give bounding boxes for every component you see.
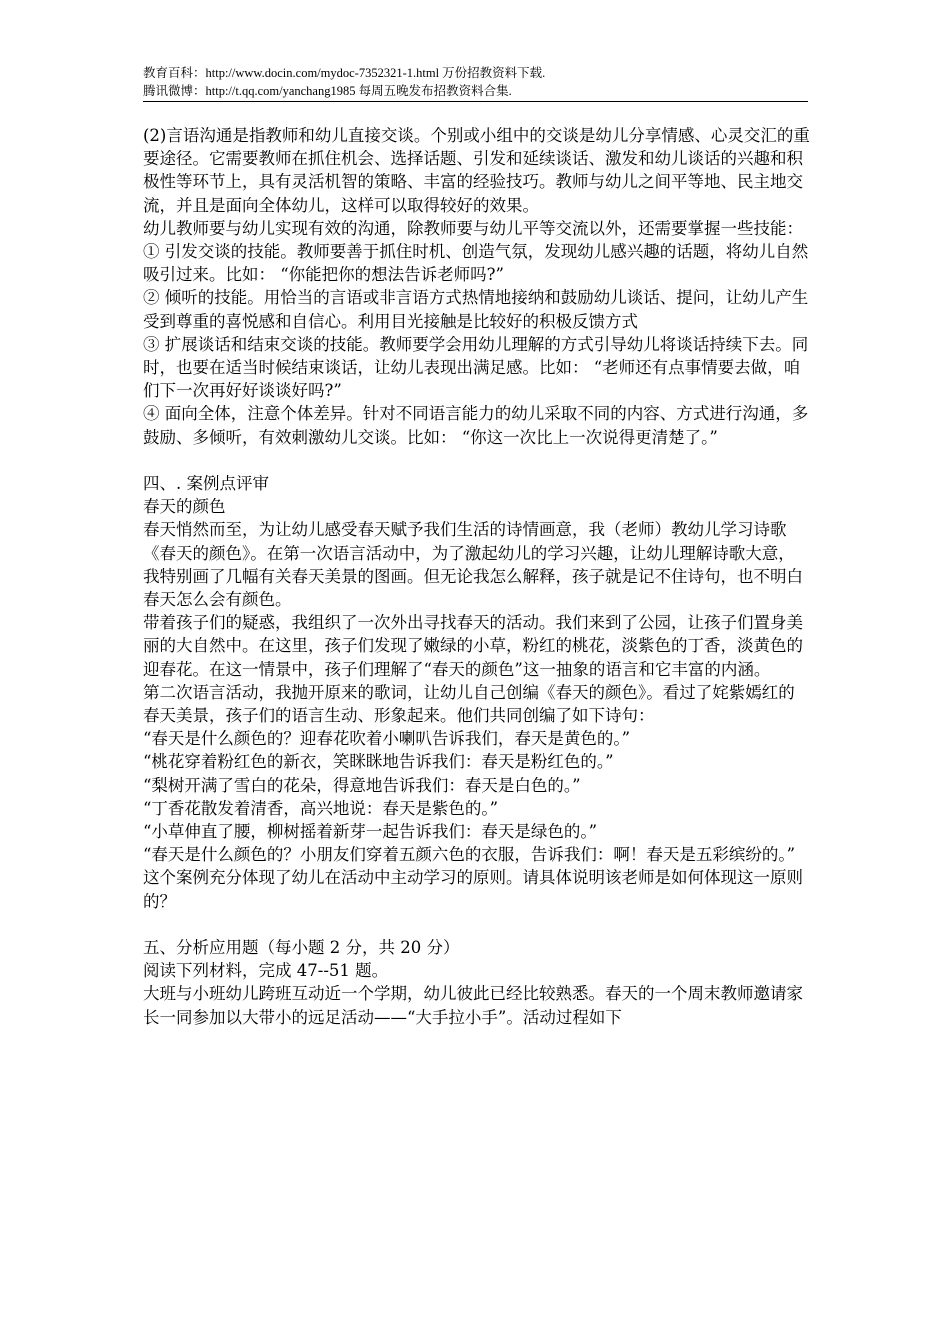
poem-line: “桃花穿着粉红色的新衣，笑眯眯地告诉我们：春天是粉红色的。” [143,752,614,772]
skill-item-initiate: ① 引发交谈的技能。教师要善于抓住时机、创造气氛，发现幼儿感兴趣的话题，将幼儿自然吸引过来。比如： “你能把你的想法告诉老师吗?” [143,242,809,285]
analysis-paragraph: 大班与小班幼儿跨班互动近一个学期，幼儿彼此已经比较熟悉。春天的一个周末教师邀请家长一同参加以大带小的远足活动——“大手拉小手”。活动过程如下 [143,984,803,1027]
case-paragraph-3: 第二次语言活动，我抛开原来的歌词，让幼儿自己创编《春天的颜色》。看过了姹紫嫣红的春天美景，孩子们的语言生动、形象起来。他们共同创编了如下诗句： [143,682,795,726]
page-header [143,64,808,100]
blank-line [143,449,811,472]
poem-line: “春天是什么颜色的？小朋友们穿着五颜六色的衣服，告诉我们：啊！春天是五彩缤纷的。” [143,845,796,865]
skill-item-listen: ② 倾听的技能。用恰当的言语或非言语方式热情地接纳和鼓励幼儿谈话、提问，让幼儿产生受到尊重的喜悦感和自信心。利用目光接触是比较好的积极反馈方式 [143,288,809,331]
header-divider [143,101,808,102]
case-paragraph-1: 春天悄然而至，为让幼儿感受春天赋予我们生活的诗情画意，我（老师）教幼儿学习诗歌《春天的颜色》。在第一次语言活动中，为了激起幼儿的学习兴趣，让幼儿理解诗歌大意，我特别画了几幅有关春天美景的图画。但无论我怎么解释，孩子就是记不住诗句，也不明白春天怎么会有颜色。 [143,520,803,610]
poem-line: “小草伸直了腰，柳树摇着新芽一起告诉我们：春天是绿色的。” [143,822,598,842]
skill-item-extend: ③ 扩展谈话和结束交谈的技能。教师要学会用幼儿理解的方式引导幼儿将谈话持续下去。同时，也要在适当时候结束谈话，让幼儿表现出满足感。比如： “老师还有点事情要去做，咱们下一次再好好谈谈好吗?” [143,334,809,401]
case-section-heading: 四、. 案例点评审 [143,474,269,494]
poem-line: “梨树开满了雪白的花朵，得意地告诉我们：春天是白色的。” [143,775,581,795]
poem-line: “丁香花散发着清香，高兴地说：春天是紫色的。” [143,798,499,818]
case-question: 这个案例充分体现了幼儿在活动中主动学习的原则。请具体说明该老师是如何体现这一原则的？ [143,868,803,911]
blank-line [143,913,811,936]
skill-item-whole-group: ④ 面向全体，注意个体差异。针对不同语言能力的幼儿采取不同的内容、方式进行沟通，多鼓励、多倾听，有效刺激幼儿交谈。比如： “你这一次比上一次说得更清楚了。” [143,404,809,447]
skills-intro-paragraph: 幼儿教师要与幼儿实现有效的沟通，除教师要与幼儿平等交流以外，还需要掌握一些技能： [143,218,803,238]
document-body [143,124,811,1029]
case-paragraph-2: 带着孩子们的疑惑，我组织了一次外出寻找春天的活动。我们来到了公园，让孩子们置身美丽的大自然中。在这里，孩子们发现了嫩绿的小草，粉红的桃花，淡紫色的丁香，淡黄色的迎春花。在这一情景中，孩子们理解了“春天的颜色”这一抽象的语言和它丰富的内涵。 [143,613,803,679]
header-line-weibo: 腾讯微博：http://t.qq.com/yanchang1985 每周五晚发布招教资料合集. [143,84,512,98]
speech-paragraph: (2)言语沟通是指教师和幼儿直接交谈。个别或小组中的交谈是幼儿分享情感、心灵交汇的重要途径。它需要教师在抓住机会、选择话题、引发和延续谈话、激发和幼儿谈话的兴趣和积极性等环节上，具有灵活机智的策略、丰富的经验技巧。教师与幼儿之间平等地、民主地交流，并且是面向全体幼儿，这样可以取得较好的效果。 [143,126,810,215]
analysis-section-heading: 五、分析应用题（每小题 2 分，共 20 分） [143,938,460,958]
case-title: 春天的颜色 [143,497,226,517]
poem-line: “春天是什么颜色的？迎春花吹着小喇叭告诉我们，春天是黄色的。” [143,729,631,749]
analysis-instruction: 阅读下列材料，完成 47--51 题。 [143,961,389,981]
header-line-docin: 教育百科：http://www.docin.com/mydoc-7352321-1.html 万份招教资料下载. [143,66,546,80]
